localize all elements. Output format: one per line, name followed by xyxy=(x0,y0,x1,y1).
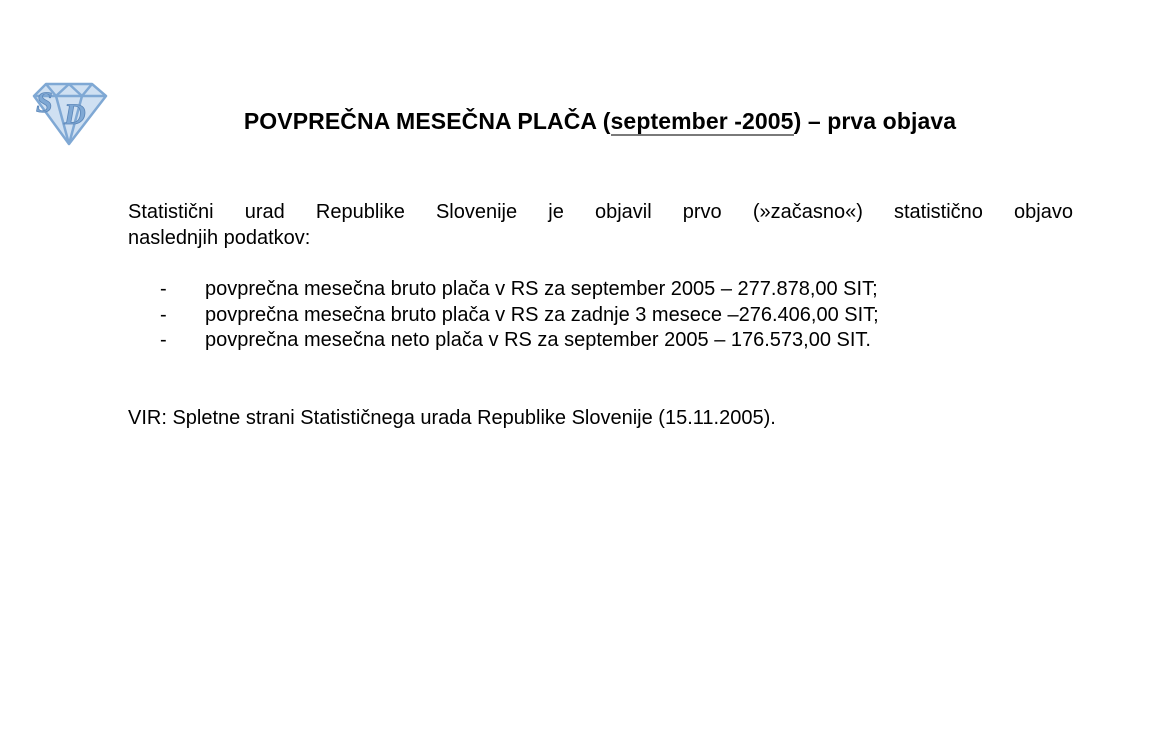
list-item xyxy=(128,303,1078,329)
intro-paragraph xyxy=(128,199,1073,251)
list-item xyxy=(128,328,1078,354)
title-prefix: POVPREČNA MESEČNA PLAČA ( xyxy=(243,108,611,134)
list-item-text: povprečna mesečna bruto plača v RS za zadnje 3 mesece –276.406,00 SIT; xyxy=(205,303,879,326)
list-item-text: povprečna mesečna bruto plača v RS za september 2005 – 277.878,00 SIT; xyxy=(205,278,878,300)
intro-line-1: Statistični urad Republike Slovenije je objavil prvo (»začasno«) statistično objavo xyxy=(128,201,1073,223)
page-title xyxy=(0,108,1157,135)
list-bullet: - xyxy=(160,303,167,326)
intro-line-2: naslednjih podatkov: xyxy=(128,227,311,249)
list-item xyxy=(128,277,1078,303)
title-date: september -2005 xyxy=(610,108,794,134)
list-bullet: - xyxy=(160,278,167,300)
title-suffix: ) – prva objava xyxy=(793,108,957,134)
list-bullet: - xyxy=(160,329,167,351)
svg-text:D: D xyxy=(64,98,86,131)
salary-list xyxy=(128,277,1078,354)
svg-text:S: S xyxy=(36,86,53,119)
source-note: VIR: Spletne strani Statističnega urada Republike Slovenije (15.11.2005). xyxy=(128,407,776,429)
list-item-text: povprečna mesečna neto plača v RS za september 2005 – 176.573,00 SIT. xyxy=(205,329,871,351)
